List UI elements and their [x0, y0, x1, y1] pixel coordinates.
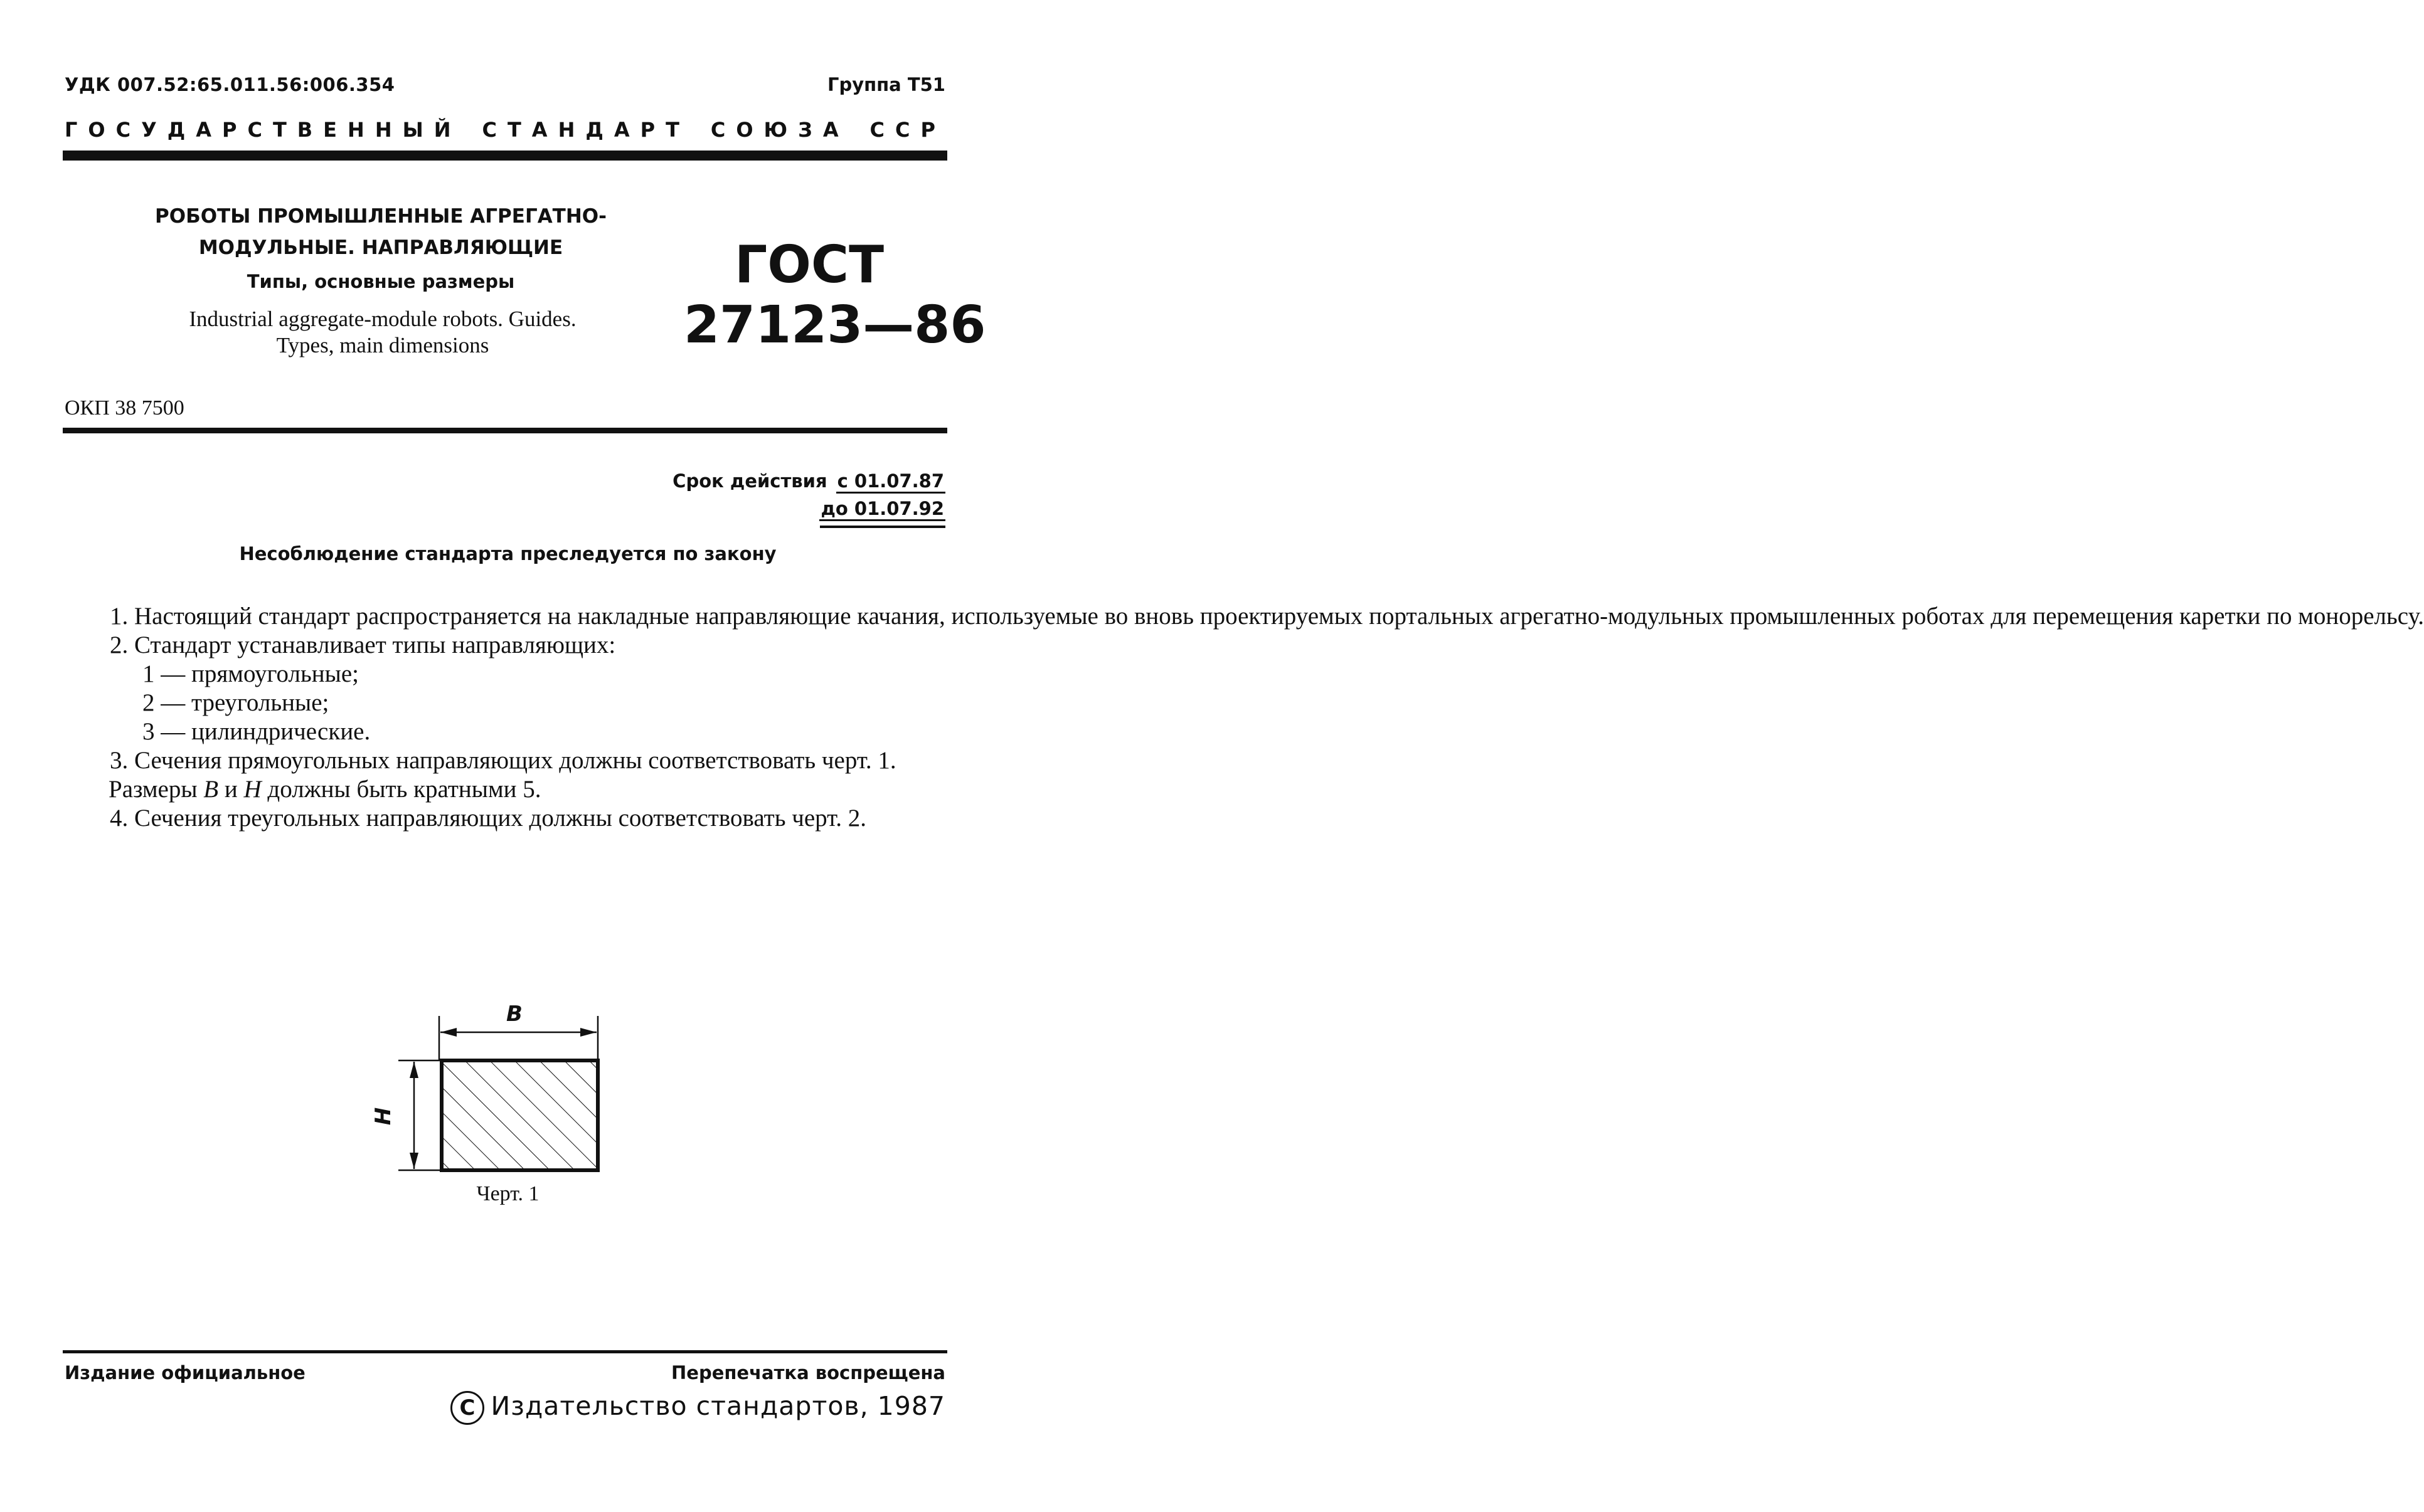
russian-title — [139, 201, 622, 263]
state-standard-banner — [65, 118, 946, 142]
paragraph-3-dimensions — [75, 775, 944, 804]
publisher: Издательство стандартов, 1987 — [491, 1391, 945, 1421]
rectangular-guide-section — [351, 997, 627, 1179]
drawing-caption: Черт. 1 — [476, 1182, 540, 1205]
guide-type-1: 1 — прямоугольные; — [142, 660, 359, 687]
russian-title-line-2: МОДУЛЬНЫЕ. НАПРАВЛЯЮЩИЕ — [198, 236, 563, 259]
legal-warning: Несоблюдение стандарта преследуется по закону — [239, 543, 777, 564]
reprint-prohibited: Перепечатка воспрещена — [671, 1362, 945, 1383]
banner-word-4: ССР — [869, 118, 946, 142]
validity-to: до 01.07.92 — [819, 498, 945, 521]
udk-code: УДК 007.52:65.011.56:006.354 — [65, 74, 395, 95]
copyright-icon: C — [450, 1391, 484, 1425]
dimensions-rule: должны быть кратными 5. — [267, 776, 541, 803]
english-title-line-2: Types, main dimensions — [276, 333, 489, 357]
gost-label: ГОСТ — [734, 235, 885, 295]
validity-underline — [820, 526, 945, 528]
validity-from: с 01.07.87 — [836, 470, 945, 494]
paragraph-1: 1. Настоящий стандарт распространяется на накладные направляющие качания, используемые во вновь проектируемых портальных агрегатно-модульных промышленных роботах для перемещения каретки по монорельсу. — [110, 603, 2424, 630]
english-title — [100, 306, 665, 359]
dimension-b: B — [203, 776, 219, 803]
english-title-line-1: Industrial aggregate-module robots. Guides. — [189, 307, 577, 331]
copyright-line — [450, 1391, 945, 1425]
banner-word-3: СОЮЗА — [710, 118, 849, 142]
h-arrow-bottom — [410, 1153, 418, 1169]
hatched-section — [442, 1060, 598, 1170]
guide-type-3: 3 — цилиндрические. — [142, 718, 371, 745]
dimensions-lead: Размеры — [109, 776, 198, 803]
paragraph-2: 2. Стандарт устанавливает типы направляющих: — [110, 632, 616, 658]
dimension-h: H — [243, 776, 262, 803]
b-arrow-right — [580, 1028, 597, 1037]
banner-word-1: ГОСУДАРСТВЕННЫЙ — [65, 118, 462, 142]
paragraph-4: 4. Сечения треугольных направляющих должны соответствовать черт. 2. — [110, 805, 867, 832]
paragraph-3: 3. Сечения прямоугольных направляющих должны соответствовать черт. 1. — [110, 747, 896, 774]
dimensions-and: и — [224, 776, 238, 803]
gost-number: 27123—86 — [684, 295, 986, 355]
guide-type-2: 2 — треугольные; — [142, 689, 329, 716]
gost-designation — [684, 235, 986, 356]
footer-rule — [63, 1350, 947, 1353]
russian-subtitle: Типы, основные размеры — [247, 271, 515, 292]
banner-word-2: СТАНДАРТ — [482, 118, 690, 142]
group-code: Группа Т51 — [827, 74, 945, 95]
header-rule — [63, 151, 947, 161]
validity-label: Срок действия — [672, 470, 827, 492]
document-body — [75, 602, 2424, 833]
official-edition: Издание официальное — [65, 1362, 306, 1383]
drawing-1 — [351, 997, 627, 1182]
russian-title-line-1: РОБОТЫ ПРОМЫШЛЕННЫЕ АГРЕГАТНО- — [155, 205, 607, 228]
label-b: B — [506, 1002, 523, 1027]
label-h: H — [371, 1107, 396, 1126]
title-rule — [63, 428, 947, 433]
okp-code: ОКП 38 7500 — [65, 396, 184, 420]
validity-period — [672, 467, 945, 522]
h-arrow-top — [410, 1062, 418, 1078]
b-arrow-left — [440, 1028, 457, 1037]
